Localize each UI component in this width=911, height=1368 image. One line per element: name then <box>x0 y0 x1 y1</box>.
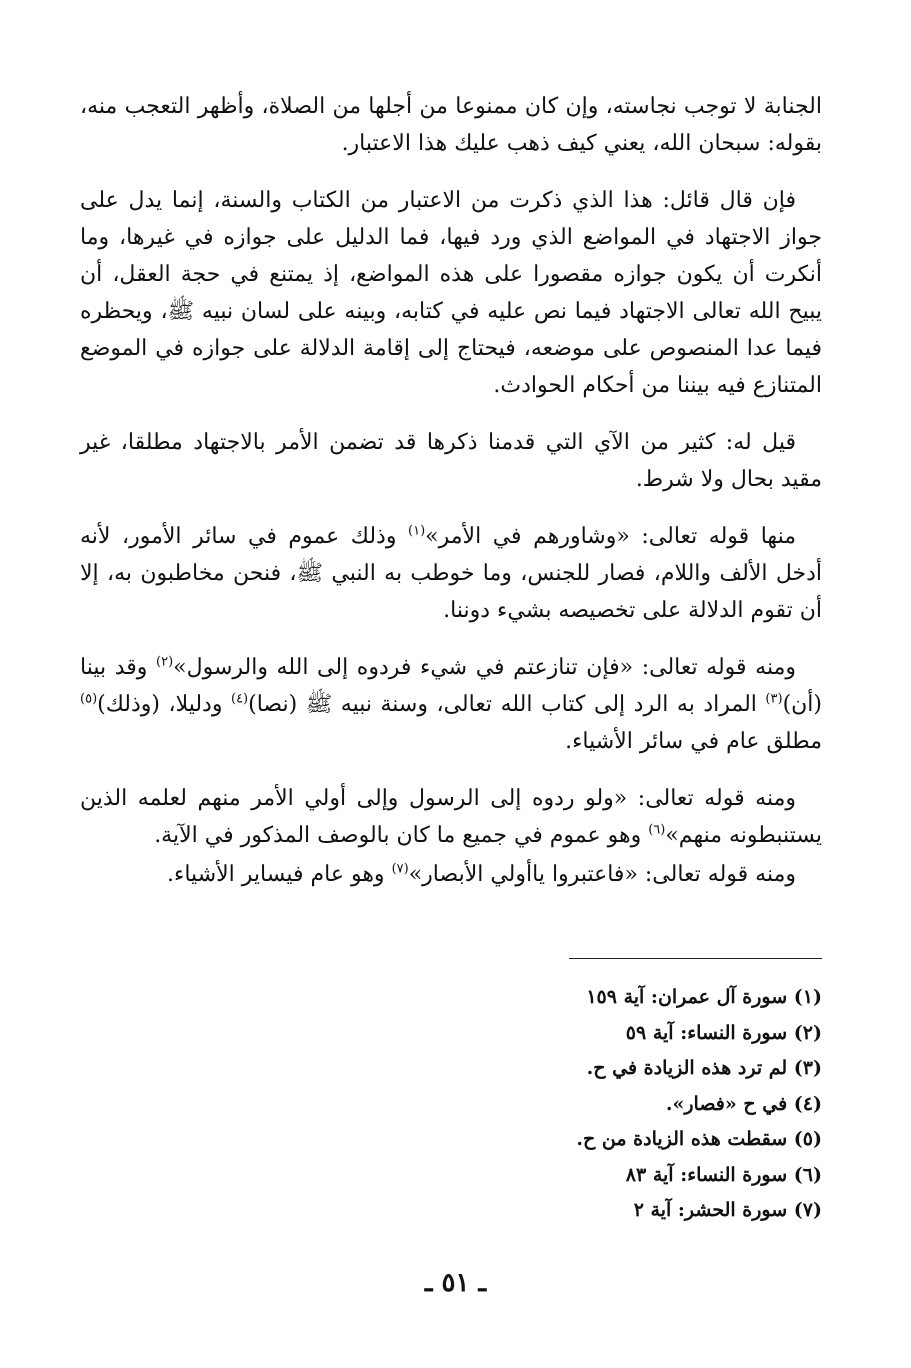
footnote-marker-2: (٢) <box>156 654 174 670</box>
footnotes-list <box>402 980 822 1229</box>
footnote-marker-5: (٥) <box>80 691 98 707</box>
paragraph-5-text-a: ومنه قوله تعالى: «فإن تنازعتم في شيء فردوه إلى الله والرسول» <box>173 655 796 680</box>
paragraph-5-text-c: المراد به الرد إلى كتاب الله تعالى، وسنة نبيه ﷺ (نصا) <box>248 692 766 717</box>
footnote-marker-6: (٦) <box>648 822 666 838</box>
paragraph-6-text-b: وهو عموم في جميع ما كان بالوصف المذكور في الآية. <box>154 823 649 848</box>
footnote-6: (٦) سورة النساء: آية ٨٣ <box>625 1163 822 1186</box>
footnote-3: (٣) لم ترد هذه الزيادة في ح. <box>586 1057 822 1079</box>
page-number: ـ ٥١ ـ <box>424 1268 487 1298</box>
paragraph-5-text-e: مطلق عام في سائر الأشياء. <box>565 729 822 754</box>
footnote-marker-4: (٤) <box>230 691 249 707</box>
footnote-marker-3: (٣) <box>765 691 783 707</box>
paragraph-4 <box>80 518 822 629</box>
footnote-5: (٥) سقطت هذه الزيادة من ح. <box>576 1128 822 1150</box>
footnote-4: (٤) في ح «فصار». <box>665 1092 822 1115</box>
paragraph-3: قيل له: كثير من الآي التي قدمنا ذكرها قد تضمن الأمر بالاجتهاد مطلقا، غير مقيد بحال ولا شرط. <box>80 430 822 492</box>
paragraph-7-text-a: ومنه قوله تعالى: «فاعتبروا ياأولي الأبصار» <box>408 862 796 887</box>
paragraph-6-text-a: ومنه قوله تعالى: «ولو ردوه إلى الرسول وإلى أولي الأمر منهم لعلمه الذين يستنبطونه منهم» <box>80 786 822 848</box>
paragraph-2: فإن قال قائل: هذا الذي ذكرت من الاعتبار من الكتاب والسنة، إنما يدل على جواز الاجتهاد في المواضع الذي ورد فيها، فما الدليل على جوازه في غيرها، وما أنكرت أن يكون جوازه مقصورا على هذه المواضع، إذ يمتنع في حجة العقل، أن يبيح الله تعالى الاجتهاد فيما نص عليه في كتابه، وبينه على لسان نبيه ﷺ، ويحظره فيما عدا المنصوص على موضعه، فيحتاج إلى إقامة الدلالة على جوازه في الموضع المتنازع فيه بيننا من أحكام الحوادث. <box>80 188 822 398</box>
paragraph-7-text-b: وهو عام فيساير الأشياء. <box>167 862 392 887</box>
footnote-marker-1: (١) <box>408 523 426 539</box>
paragraph-4-text-b: وذلك عموم في سائر الأمور، لأنه أدخل الألف واللام، فصار للجنس، وما خوطب به النبي ﷺ، فنحن مخاطبون به، إلا أن تقوم الدلالة على تخصيصه بشيء دوننا. <box>80 524 822 623</box>
paragraph-1: الجنابة لا توجب نجاسته، وإن كان ممنوعا من أجلها من الصلاة، وأظهر التعجب منه، بقوله: سبحان الله، يعني كيف ذهب عليك هذا الاعتبار. <box>80 94 822 156</box>
paragraph-4-text-a: منها قوله تعالى: «وشاورهم في الأمر» <box>425 524 796 549</box>
footnote-2: (٢) سورة النساء: آية ٥٩ <box>625 1021 822 1044</box>
footnote-marker-7: (٧) <box>391 861 409 877</box>
paragraph-5-text-d: ودليلا، (وذلك) <box>97 692 231 717</box>
footnote-7: (٧) سورة الحشر: آية ٢ <box>633 1199 822 1221</box>
paragraph-5-text-b: وقد بينا (أن) <box>80 655 822 717</box>
page-body <box>80 88 822 913</box>
paragraph-6 <box>80 780 822 854</box>
footnote-1: (١) سورة آل عمران: آية ١٥٩ <box>586 986 822 1008</box>
paragraph-5 <box>80 649 822 760</box>
paragraph-7 <box>80 856 822 893</box>
footnote-separator <box>569 958 822 959</box>
